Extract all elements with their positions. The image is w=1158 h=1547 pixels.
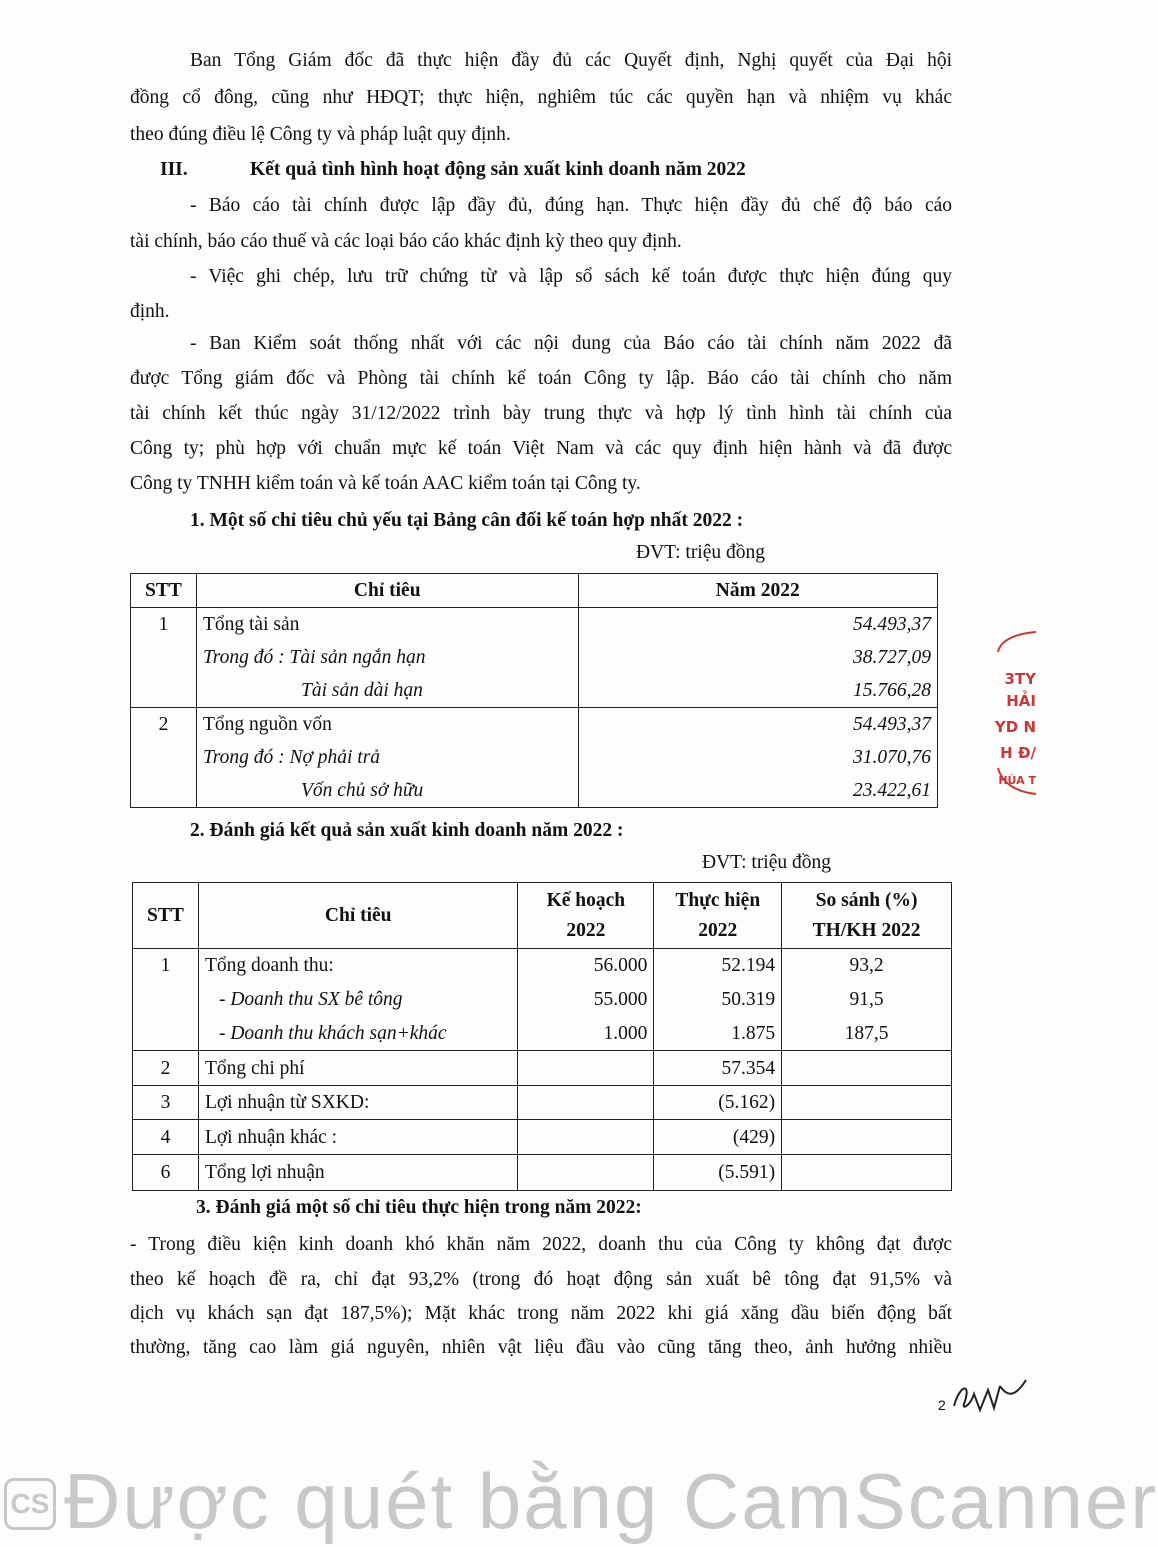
table-row bbox=[133, 1120, 952, 1155]
initials-signature-icon bbox=[950, 1376, 1030, 1416]
table-row bbox=[131, 741, 938, 774]
section3-p2-line2: định. bbox=[130, 301, 170, 322]
intro-line-2: đồng cổ đông, cũng như HĐQT; thực hiện, nghiêm túc các quyền hạn và nhiệm vụ khác bbox=[130, 87, 952, 108]
table2-header-compare-line1: So sánh (%) bbox=[815, 889, 918, 911]
table2-compare: 93,2 bbox=[782, 949, 952, 983]
table2-compare bbox=[782, 1120, 952, 1155]
section-number: III. bbox=[160, 159, 188, 180]
table1-label: Tài sản dài hạn bbox=[196, 674, 578, 708]
table1-stt bbox=[131, 774, 197, 808]
table2-label: Tổng doanh thu: bbox=[198, 949, 518, 983]
table2-plan bbox=[518, 1051, 654, 1086]
company-stamp-fragment bbox=[992, 628, 1036, 798]
scanner-watermark bbox=[0, 1457, 1158, 1547]
section3-p3-line2: được Tổng giám đốc và Phòng tài chính kế toán Công ty lập. Báo cáo tài chính cho năm bbox=[130, 368, 952, 389]
table1-value: 31.070,76 bbox=[578, 741, 938, 774]
table2-actual: (5.591) bbox=[654, 1155, 782, 1191]
table-row bbox=[133, 1017, 952, 1051]
table2-actual: 57.354 bbox=[654, 1051, 782, 1086]
table-row bbox=[133, 983, 952, 1017]
table2-header-compare-line2: TH/KH 2022 bbox=[812, 919, 921, 941]
table-row bbox=[133, 949, 952, 983]
table-row bbox=[131, 608, 938, 642]
table2-plan: 55.000 bbox=[518, 983, 654, 1017]
table2-header-actual-line2: 2022 bbox=[698, 919, 738, 941]
table-row bbox=[131, 674, 938, 708]
table-row bbox=[133, 1086, 952, 1120]
table2-unit: ĐVT: triệu đồng bbox=[702, 852, 832, 873]
table-row bbox=[131, 641, 938, 674]
balance-sheet-table bbox=[130, 573, 938, 808]
table2-stt: 3 bbox=[133, 1086, 199, 1120]
table2-compare: 91,5 bbox=[782, 983, 952, 1017]
table2-plan: 1.000 bbox=[518, 1017, 654, 1051]
table2-stt bbox=[133, 1017, 199, 1051]
table2-stt bbox=[133, 983, 199, 1017]
stamp-text-4: H Đ/ bbox=[1000, 744, 1036, 762]
table2-header-actual bbox=[654, 883, 782, 949]
table1-stt bbox=[131, 674, 197, 708]
table1-value: 54.493,37 bbox=[578, 608, 938, 642]
table1-value: 15.766,28 bbox=[578, 674, 938, 708]
table2-plan bbox=[518, 1155, 654, 1191]
table2-actual: (5.162) bbox=[654, 1086, 782, 1120]
table1-header-year: Năm 2022 bbox=[578, 574, 938, 608]
table2-header-compare bbox=[782, 883, 952, 949]
eval-line-2: theo kế hoạch đề ra, chỉ đạt 93,2% (trong đó hoạt động sản xuất bê tông đạt 91,5% và bbox=[130, 1269, 952, 1290]
table1-value: 23.422,61 bbox=[578, 774, 938, 808]
table2-stt: 1 bbox=[133, 949, 199, 983]
table1-header-item: Chỉ tiêu bbox=[196, 574, 578, 608]
watermark-text: Được quét bằng CamScanner bbox=[64, 1457, 1158, 1545]
stamp-text-5: HÙA T bbox=[998, 774, 1036, 787]
table1-stt: 1 bbox=[131, 608, 197, 642]
intro-line-1: Ban Tổng Giám đốc đã thực hiện đầy đủ các Quyết định, Nghị quyết của Đại hội bbox=[190, 50, 952, 71]
table2-compare bbox=[782, 1051, 952, 1086]
section3-p3-line5: Công ty TNHH kiểm toán và kế toán AAC kiểm toán tại Công ty. bbox=[130, 473, 641, 494]
table1-title: 1. Một số chỉ tiêu chủ yếu tại Bảng cân đối kế toán hợp nhất 2022 : bbox=[190, 510, 744, 531]
section3-p3-line3: tài chính kết thúc ngày 31/12/2022 trình bày trung thực và hợp lý tình hình tài chính của bbox=[130, 403, 952, 424]
table2-header-plan bbox=[518, 883, 654, 949]
table1-value: 54.493,37 bbox=[578, 708, 938, 742]
stamp-text-3: YD N bbox=[994, 718, 1036, 736]
intro-line-3: theo đúng điều lệ Công ty và pháp luật quy định. bbox=[130, 124, 511, 145]
stamp-text-1: 3TY bbox=[1004, 670, 1036, 688]
table1-unit: ĐVT: triệu đồng bbox=[636, 542, 766, 563]
section3-p1-line1: - Báo cáo tài chính được lập đầy đủ, đúng hạn. Thực hiện đầy đủ chế độ báo cáo bbox=[190, 195, 952, 216]
table1-label: Tổng tài sản bbox=[196, 608, 578, 642]
section3-p3-line4: Công ty; phù hợp với chuẩn mực kế toán Việt Nam và các quy định hiện hành và đã được bbox=[130, 438, 952, 459]
table2-label: - Doanh thu khách sạn+khác bbox=[198, 1017, 518, 1051]
table2-compare bbox=[782, 1086, 952, 1120]
table1-header-row bbox=[131, 574, 938, 608]
camscanner-logo-icon: CS bbox=[4, 1478, 56, 1530]
stamp-ring-icon bbox=[992, 628, 1036, 798]
section3-p2-line1: - Việc ghi chép, lưu trữ chứng từ và lập sổ sách kế toán được thực hiện đúng quy bbox=[190, 266, 952, 287]
section-title: Kết quả tình hình hoạt động sản xuất kinh doanh năm 2022 bbox=[250, 159, 746, 180]
table2-header-plan-line1: Kế hoạch bbox=[546, 889, 626, 911]
stamp-text-2: HẢI bbox=[1006, 692, 1036, 710]
table1-label: Trong đó : Nợ phải trả bbox=[196, 741, 578, 774]
eval-line-1: - Trong điều kiện kinh doanh khó khăn năm 2022, doanh thu của Công ty không đạt được bbox=[130, 1234, 952, 1255]
table2-plan bbox=[518, 1086, 654, 1120]
table1-header-stt: STT bbox=[131, 574, 197, 608]
table2-plan bbox=[518, 1120, 654, 1155]
table2-header-row bbox=[133, 883, 952, 949]
table2-actual: 50.319 bbox=[654, 983, 782, 1017]
eval-line-4: thường, tăng cao làm giá nguyên, nhiên vật liệu đầu vào cũng tăng theo, ảnh hưởng nhiều bbox=[130, 1337, 952, 1358]
table-row bbox=[131, 708, 938, 742]
table2-header-stt: STT bbox=[133, 883, 199, 949]
table1-stt: 2 bbox=[131, 708, 197, 742]
table2-label: - Doanh thu SX bê tông bbox=[198, 983, 518, 1017]
table2-header-item: Chỉ tiêu bbox=[198, 883, 518, 949]
table1-value: 38.727,09 bbox=[578, 641, 938, 674]
section3-p1-line2: tài chính, báo cáo thuế và các loại báo cáo khác định kỳ theo quy định. bbox=[130, 231, 682, 252]
table-row bbox=[131, 774, 938, 808]
table2-label: Lợi nhuận từ SXKD: bbox=[198, 1086, 518, 1120]
eval-line-3: dịch vụ khách sạn đạt 187,5%); Mặt khác trong năm 2022 khi giá xăng dầu biến động bất bbox=[130, 1303, 952, 1324]
table1-label: Trong đó : Tài sản ngắn hạn bbox=[196, 641, 578, 674]
table2-label: Tổng chi phí bbox=[198, 1051, 518, 1086]
table2-compare bbox=[782, 1155, 952, 1191]
table2-label: Tổng lợi nhuận bbox=[198, 1155, 518, 1191]
table2-stt: 6 bbox=[133, 1155, 199, 1191]
table2-actual: 52.194 bbox=[654, 949, 782, 983]
table-row bbox=[133, 1155, 952, 1191]
table1-label: Tổng nguồn vốn bbox=[196, 708, 578, 742]
table2-stt: 4 bbox=[133, 1120, 199, 1155]
table2-header-actual-line1: Thực hiện bbox=[675, 889, 761, 911]
eval-title: 3. Đánh giá một số chỉ tiêu thực hiện trong năm 2022: bbox=[196, 1197, 642, 1218]
table1-label: Vốn chủ sở hữu bbox=[196, 774, 578, 808]
table2-actual: 1.875 bbox=[654, 1017, 782, 1051]
table2-header-plan-line2: 2022 bbox=[566, 919, 606, 941]
table2-actual: (429) bbox=[654, 1120, 782, 1155]
business-results-table bbox=[132, 882, 952, 1191]
table-row bbox=[133, 1051, 952, 1086]
table2-label: Lợi nhuận khác : bbox=[198, 1120, 518, 1155]
section3-p3-line1: - Ban Kiểm soát thống nhất với các nội dung của Báo cáo tài chính năm 2022 đã bbox=[190, 333, 952, 354]
table1-stt bbox=[131, 641, 197, 674]
table2-plan: 56.000 bbox=[518, 949, 654, 983]
table2-compare: 187,5 bbox=[782, 1017, 952, 1051]
table2-stt: 2 bbox=[133, 1051, 199, 1086]
page-number: 2 bbox=[938, 1397, 946, 1413]
table2-title: 2. Đánh giá kết quả sản xuất kinh doanh năm 2022 : bbox=[190, 820, 624, 841]
table1-stt bbox=[131, 741, 197, 774]
